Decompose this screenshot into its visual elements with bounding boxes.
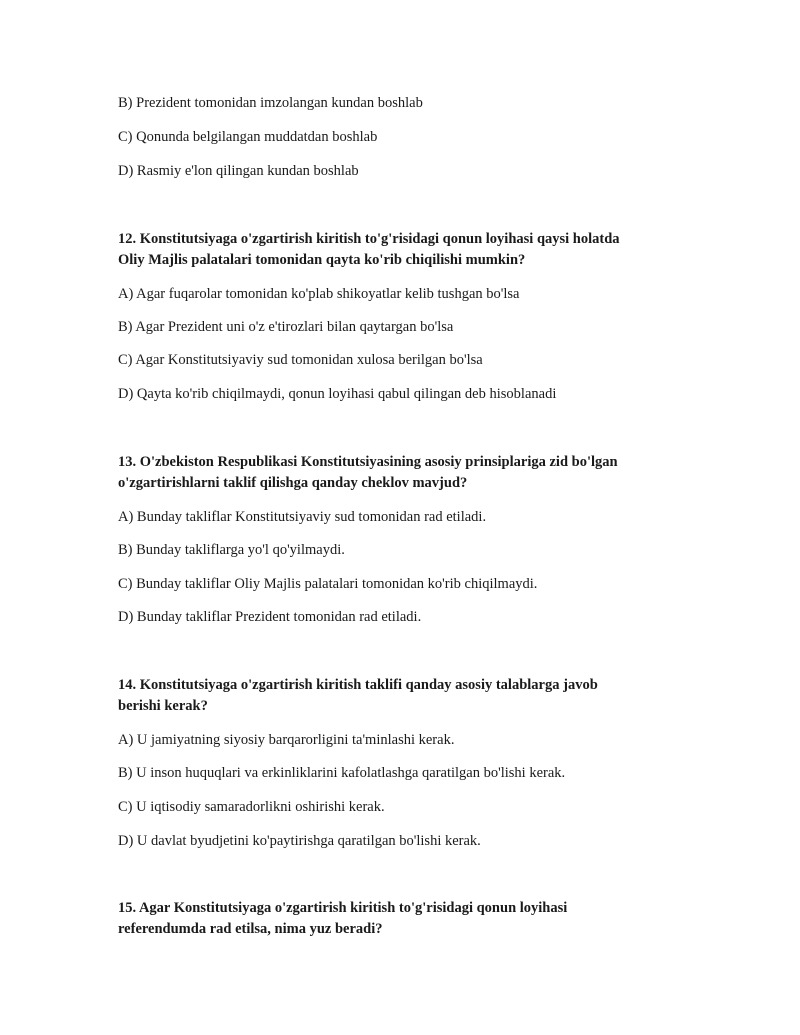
- answer-option-12a: A) Agar fuqarolar tomonidan ko'plab shikoyatlar kelib tushgan bo'lsa: [118, 286, 520, 302]
- question-15-line-1: 15. Agar Konstitutsiyaga o'zgartirish kiritish to'g'risidagi qonun loyihasi: [118, 900, 568, 916]
- question-14-line-1: 14. Konstitutsiyaga o'zgartirish kiritish taklifi qanday asosiy talablarga javob: [118, 677, 598, 693]
- answer-option-12d: D) Qayta ko'rib chiqilmaydi, qonun loyihasi qabul qilingan deb hisoblanadi: [118, 386, 557, 402]
- answer-option-14c: C) U iqtisodiy samaradorlikni oshirishi kerak.: [118, 799, 385, 815]
- answer-option-14b: B) U inson huquqlari va erkinliklarini kafolatlashga qaratilgan bo'lishi kerak.: [118, 765, 566, 781]
- answer-option-11b: B) Prezident tomonidan imzolangan kundan boshlab: [118, 95, 423, 111]
- question-13-line-2: o'zgartirishlarni taklif qilishga qanday cheklov mavjud?: [118, 475, 468, 491]
- answer-option-13c: C) Bunday takliflar Oliy Majlis palatalari tomonidan ko'rib chiqilmaydi.: [118, 576, 538, 592]
- question-14-line-2: berishi kerak?: [118, 698, 208, 714]
- answer-option-12c: C) Agar Konstitutsiyaviy sud tomonidan xulosa berilgan bo'lsa: [118, 352, 483, 368]
- answer-option-13b: B) Bunday takliflarga yo'l qo'yilmaydi.: [118, 542, 345, 558]
- question-15-line-2: referendumda rad etilsa, nima yuz beradi?: [118, 921, 383, 937]
- question-13-line-1: 13. O'zbekiston Respublikasi Konstitutsiyasining asosiy prinsiplariga zid bo'lgan: [118, 454, 618, 470]
- answer-option-13d: D) Bunday takliflar Prezident tomonidan rad etiladi.: [118, 609, 422, 625]
- answer-option-11d: D) Rasmiy e'lon qilingan kundan boshlab: [118, 163, 359, 179]
- answer-option-11c: C) Qonunda belgilangan muddatdan boshlab: [118, 129, 378, 145]
- answer-option-13a: A) Bunday takliflar Konstitutsiyaviy sud tomonidan rad etiladi.: [118, 509, 487, 525]
- question-12-line-2: Oliy Majlis palatalari tomonidan qayta ko'rib chiqilishi mumkin?: [118, 252, 526, 268]
- answer-option-12b: B) Agar Prezident uni o'z e'tirozlari bilan qaytargan bo'lsa: [118, 319, 454, 335]
- answer-option-14d: D) U davlat byudjetini ko'paytirishga qaratilgan bo'lishi kerak.: [118, 833, 481, 849]
- question-12-line-1: 12. Konstitutsiyaga o'zgartirish kiritish to'g'risidagi qonun loyihasi qaysi holatda: [118, 231, 620, 247]
- answer-option-14a: A) U jamiyatning siyosiy barqarorligini ta'minlashi kerak.: [118, 732, 455, 748]
